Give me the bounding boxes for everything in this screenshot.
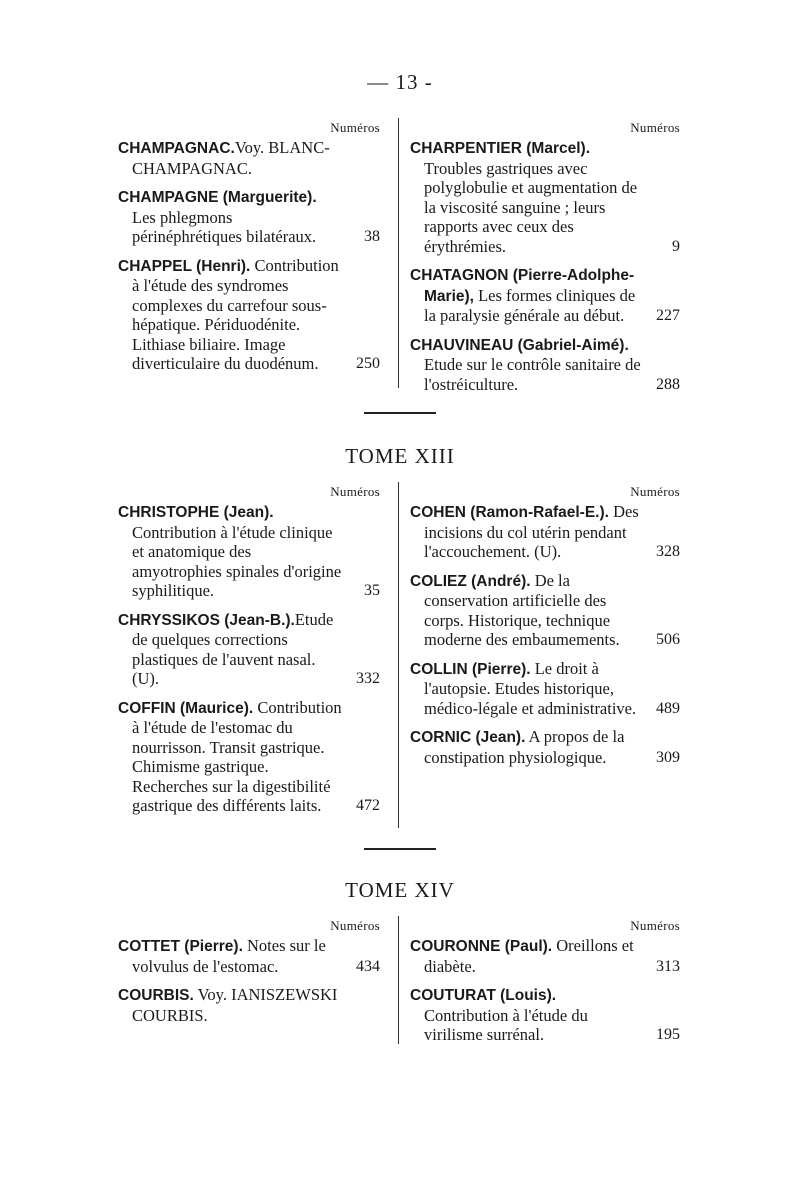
right-column bbox=[410, 482, 680, 776]
index-entry bbox=[410, 936, 680, 976]
tome-title: TOME XIII bbox=[345, 444, 455, 468]
entry-number: 195 bbox=[656, 1026, 680, 1043]
index-entry bbox=[410, 502, 680, 562]
section-divider bbox=[364, 412, 436, 414]
author-name: CHAUVINEAU (Gabriel-Aimé). bbox=[410, 336, 629, 354]
entry-number: 489 bbox=[656, 699, 680, 717]
entry-number: 332 bbox=[356, 670, 380, 687]
entry-number: 38 bbox=[364, 228, 380, 245]
numeros-header: Numéros bbox=[330, 918, 380, 933]
entry-description: De la conservation artificielle des corps. Historique, technique moderne des embaumements. bbox=[424, 570, 620, 649]
entry-description: Des incisions du col utérin pendant l'accouchement. (U). bbox=[424, 502, 639, 561]
entry-number: 288 bbox=[656, 375, 680, 393]
index-entry bbox=[410, 659, 680, 719]
author-name: CHRYSSIKOS (Jean-B.). bbox=[118, 611, 295, 629]
column-divider bbox=[398, 916, 399, 1044]
author-name: COLLIN (Pierre). bbox=[410, 660, 531, 678]
author-name: COFFIN (Maurice). bbox=[118, 699, 254, 717]
author-name: COLIEZ (André). bbox=[410, 572, 531, 590]
index-section-tome-xiii bbox=[118, 482, 682, 832]
index-entry bbox=[410, 335, 680, 395]
index-entry bbox=[118, 936, 380, 976]
section-divider bbox=[364, 848, 436, 850]
left-column bbox=[118, 916, 380, 1034]
entry-description: A propos de la constipation physiologique. bbox=[424, 727, 625, 767]
index-entry bbox=[118, 698, 380, 816]
entry-description: Contribution à l'étude du virilisme surrénal. bbox=[424, 1005, 588, 1044]
entry-number: 506 bbox=[656, 631, 680, 648]
index-section-1 bbox=[118, 118, 682, 400]
entry-number: 309 bbox=[656, 748, 680, 766]
index-entry bbox=[410, 727, 680, 767]
numeros-header: Numéros bbox=[330, 120, 380, 135]
author-name: COURONNE (Paul). bbox=[410, 938, 553, 955]
index-section-tome-xiv bbox=[118, 916, 682, 1046]
author-name: CHATAGNON (Pierre-Adolphe-Marie), bbox=[410, 267, 635, 305]
index-entry bbox=[118, 502, 380, 601]
entry-description: Les phlegmons périnéphrétiques bilatéraux. bbox=[132, 207, 317, 246]
tome-title: TOME XIV bbox=[345, 878, 455, 902]
author-name: CHARPENTIER (Marcel). bbox=[410, 140, 590, 157]
column-divider bbox=[398, 482, 399, 828]
author-name: CHAMPAGNAC. bbox=[118, 140, 235, 157]
index-entry bbox=[118, 985, 380, 1025]
author-name: COTTET (Pierre). bbox=[118, 938, 243, 955]
entry-description: Etude sur le contrôle sanitaire de l'ostréiculture. bbox=[424, 355, 641, 394]
entry-number: 35 bbox=[364, 582, 380, 599]
index-entry bbox=[118, 610, 380, 689]
entry-description: Le droit à l'autopsie. Etudes historique, médico-légale et administrative. bbox=[424, 658, 637, 718]
author-name: CHAPPEL (Henri). bbox=[118, 257, 251, 275]
index-entry bbox=[118, 256, 380, 374]
right-column bbox=[410, 916, 680, 1054]
author-name: COHEN (Ramon-Rafael-E.). bbox=[410, 504, 609, 521]
index-entry bbox=[410, 985, 680, 1045]
column-divider bbox=[398, 118, 399, 388]
numeros-header: Numéros bbox=[630, 120, 680, 135]
entry-description: Oreillons et diabète. bbox=[424, 936, 634, 976]
left-column bbox=[118, 482, 380, 825]
right-column bbox=[410, 118, 680, 403]
author-name: CHAMPAGNE (Marguerite). bbox=[118, 189, 317, 206]
entry-description: Notes sur le volvulus de l'estomac. bbox=[132, 936, 326, 976]
entry-number: 227 bbox=[656, 307, 680, 324]
entry-description: Etude de quelques corrections plastiques de l'auvent nasal. (U). bbox=[132, 609, 334, 688]
entry-description: Voy. IANISZEWSKI COURBIS. bbox=[132, 985, 338, 1025]
entry-description: Voy. BLANC-CHAMPAGNAC. bbox=[132, 138, 330, 178]
author-name: CHRISTOPHE (Jean). bbox=[118, 504, 274, 521]
numeros-header: Numéros bbox=[630, 484, 680, 499]
entry-number: 313 bbox=[656, 957, 680, 975]
entry-description: Les formes cliniques de la paralysie générale au début. bbox=[424, 285, 636, 325]
entry-number: 434 bbox=[356, 957, 380, 975]
entry-number: 250 bbox=[356, 355, 380, 372]
entry-description: Contribution à l'étude clinique et anatomique des amyotrophies spinales d'origine syphilitique. bbox=[132, 522, 342, 600]
numeros-header: Numéros bbox=[330, 484, 380, 499]
entry-number: 328 bbox=[656, 543, 680, 560]
index-entry bbox=[118, 187, 380, 247]
index-entry bbox=[410, 571, 680, 650]
numeros-header: Numéros bbox=[630, 918, 680, 933]
author-name: COUTURAT (Louis). bbox=[410, 987, 557, 1004]
index-entry bbox=[410, 265, 680, 326]
entry-number: 9 bbox=[672, 237, 680, 255]
index-entry bbox=[118, 138, 380, 178]
left-column bbox=[118, 118, 380, 383]
index-entry bbox=[410, 138, 680, 256]
entry-number: 472 bbox=[356, 797, 380, 814]
page-number: — 13 - bbox=[367, 70, 433, 94]
author-name: COURBIS. bbox=[118, 987, 194, 1004]
entry-description: Contribution à l'étude de l'estomac du nourrisson. Transit gastrique. Chimisme gastrique. Recherches sur la digestibilité gastrique des différents laits. bbox=[132, 697, 342, 815]
author-name: CORNIC (Jean). bbox=[410, 729, 526, 746]
entry-description: Troubles gastriques avec polyglobulie et augmentation de la viscosité sanguine ; leurs rapports avec ceux des érythrémies. bbox=[424, 158, 638, 256]
entry-description: Contribution à l'étude des syndromes complexes du carrefour sous-hépatique. Périduodénite. Lithiase biliaire. Image diverticulaire du duodénum. bbox=[132, 255, 339, 373]
